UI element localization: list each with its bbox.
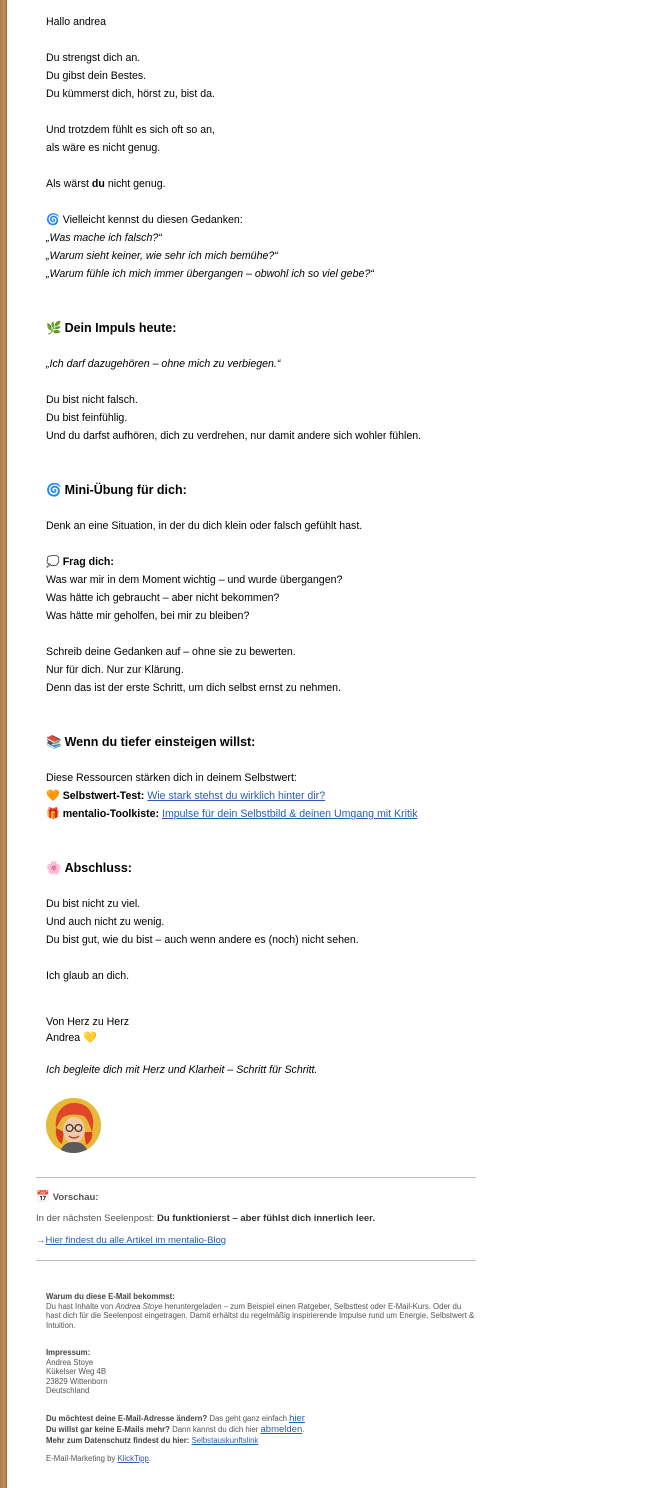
footer-change-email: Du möchtest deine E-Mail-Adresse ändern? Das geht ganz einfach hier: [46, 1413, 305, 1424]
als-waerst-line: Als wärst du nicht genug.: [46, 178, 166, 190]
impulse-line-3: Und du darfst aufhören, dich zu verdrehen, nur damit andere sich wohler fühlen.: [46, 430, 422, 442]
thought-bubble-icon: 💭: [46, 555, 60, 568]
toolkit-line: 🎁 mentalio-Toolkiste: Impulse für dein Selbstbild & deinen Umgang mit Kritik: [46, 807, 418, 820]
thought-1: „Was mache ich falsch?“: [46, 232, 162, 244]
closing-line-2: Und auch nicht zu wenig.: [46, 916, 165, 928]
exercise-intro: Denk an eine Situation, in der du dich klein oder falsch gefühlt hast.: [46, 520, 363, 532]
author-avatar: [46, 1098, 101, 1153]
books-icon: 📚: [46, 734, 62, 749]
exercise-question-3: Was hätte mir geholfen, bei mir zu bleiben?: [46, 610, 250, 622]
signature-tagline: Ich begleite dich mit Herz und Klarheit – Schritt für Schritt.: [46, 1064, 318, 1076]
unsubscribe-link[interactable]: abmelden: [260, 1424, 303, 1435]
thought-3: „Warum fühle ich mich immer übergangen – obwohl ich so viel gebe?“: [46, 268, 374, 280]
toolkit-link[interactable]: Impulse für dein Selbstbild & deinen Umgang mit Kritik: [162, 808, 418, 820]
footer-marketing: E-Mail-Marketing by KlickTipp.: [46, 1454, 152, 1463]
impulse-heading: 🌿 Dein Impuls heute:: [46, 320, 177, 335]
signature-name-line: Andrea 💛: [46, 1031, 97, 1044]
impulse-line-2: Du bist feinfühlig.: [46, 412, 128, 424]
impulse-line-1: Du bist nicht falsch.: [46, 394, 138, 406]
exercise-heading: 🌀 Mini-Übung für dich:: [46, 482, 187, 497]
author-portrait-icon: [46, 1098, 101, 1153]
exercise-write-2: Nur für dich. Nur zur Klärung.: [46, 664, 184, 676]
closing-line-1: Du bist nicht zu viel.: [46, 898, 141, 910]
footer-impressum: Impressum: Andrea Stoye Kükelser Weg 4B 23829 Wittenborn Deutschland: [46, 1348, 108, 1396]
exercise-write-1: Schreib deine Gedanken auf – ohne sie zu bewerten.: [46, 646, 296, 658]
intro-line-2: Du gibst dein Bestes.: [46, 70, 147, 82]
selbstwert-test-line: 🧡 Selbstwert-Test: Wie stark stehst du wirklich hinter dir?: [46, 789, 326, 802]
exercise-question-1: Was war mir in dem Moment wichtig – und wurde übergangen?: [46, 574, 343, 586]
change-email-link[interactable]: hier: [289, 1413, 305, 1424]
divider-bottom: [36, 1260, 476, 1261]
deeper-intro: Diese Ressourcen stärken dich in deinem Selbstwert:: [46, 772, 297, 784]
closing-line-3: Du bist gut, wie du bist – auch wenn andere es (noch) nicht sehen.: [46, 934, 359, 946]
privacy-link[interactable]: Selbstauskunftslink: [191, 1436, 259, 1445]
preview-blog-line: →Hier findest du alle Artikel im mentalio-Blog: [36, 1235, 227, 1246]
divider-top: [36, 1177, 476, 1178]
leaf-icon: 🌿: [46, 320, 62, 335]
footer-privacy: Mehr zum Datenschutz findest du hier: Selbstauskunftslink: [46, 1436, 259, 1445]
exercise-ask-label: 💭 Frag dich:: [46, 555, 114, 568]
closing-believe: Ich glaub an dich.: [46, 970, 130, 982]
footer-unsubscribe: Du willst gar keine E-Mails mehr? Dann kannst du dich hier abmelden.: [46, 1424, 305, 1435]
trotzdem-line-2: als wäre es nicht genug.: [46, 142, 161, 154]
calendar-icon: 📅: [36, 1190, 50, 1203]
intro-line-3: Du kümmerst dich, hörst zu, bist da.: [46, 88, 215, 100]
impulse-quote: „Ich darf dazugehören – ohne mich zu verbiegen.“: [46, 358, 281, 370]
thought-2: „Warum sieht keiner, wie sehr ich mich bemühe?“: [46, 250, 278, 262]
spiral-icon: 🌀: [46, 213, 60, 226]
spiral-icon: 🌀: [46, 482, 62, 497]
greeting: Hallo andrea: [46, 16, 107, 28]
exercise-question-2: Was hätte ich gebraucht – aber nicht bekommen?: [46, 592, 280, 604]
gift-icon: 🎁: [46, 807, 60, 820]
orange-heart-icon: 🧡: [46, 789, 60, 802]
closing-heading: 🌸 Abschluss:: [46, 860, 132, 875]
footer-why: Warum du diese E-Mail bekommst: Du hast Inhalte von Andrea Stoye heruntergeladen – zum Beispiel einen Ratgeber, Selbsttest oder E-Mail-Kurs. Oder du hast dich für die Seelenpost eingetragen. Damit erhältst du regelmäßig inspirierende Impulse rund um Energie, Selbstwert & Intuition.: [46, 1292, 475, 1330]
yellow-heart-icon: 💛: [83, 1031, 97, 1044]
signature-from: Von Herz zu Herz: [46, 1016, 130, 1028]
selbstwert-test-link[interactable]: Wie stark stehst du wirklich hinter dir?: [147, 790, 326, 802]
exercise-write-3: Denn das ist der erste Schritt, um dich selbst ernst zu nehmen.: [46, 682, 341, 694]
preview-label-line: 📅 Vorschau:: [36, 1190, 99, 1203]
intro-line-1: Du strengst dich an.: [46, 52, 141, 64]
blossom-icon: 🌸: [46, 860, 62, 875]
blog-link[interactable]: Hier findest du alle Artikel im mentalio-Blog: [45, 1235, 227, 1246]
trotzdem-line-1: Und trotzdem fühlt es sich oft so an,: [46, 124, 215, 136]
thoughts-intro: 🌀 Vielleicht kennst du diesen Gedanken:: [46, 213, 243, 226]
left-decorative-border: [0, 0, 7, 1488]
preview-next-post: In der nächsten Seelenpost: Du funktionierst – aber fühlst dich innerlich leer.: [36, 1213, 375, 1224]
klicktipp-link[interactable]: KlickTipp: [117, 1454, 149, 1463]
deeper-heading: 📚 Wenn du tiefer einsteigen willst:: [46, 734, 256, 749]
